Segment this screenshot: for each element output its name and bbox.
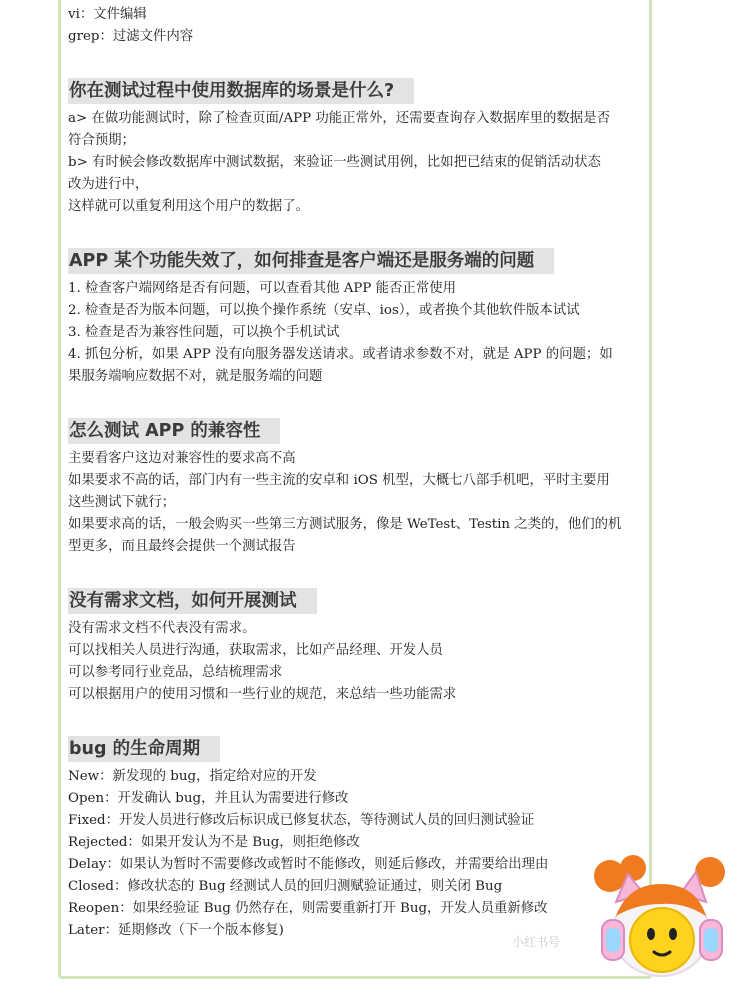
section-heading: 没有需求文档，如何开展测试 bbox=[68, 588, 317, 614]
section-line: 可以参考同行业竞品，总结梳理需求 bbox=[68, 665, 283, 680]
headphone-pad-right bbox=[704, 928, 718, 952]
section-line: Open：开发确认 bug，并且认为需要进行修改 bbox=[68, 791, 349, 806]
face bbox=[630, 908, 694, 972]
watermark: 小红书号 bbox=[512, 935, 561, 949]
section-app-compat bbox=[68, 418, 653, 558]
section-line: New：新发现的 bug，指定给对应的开发 bbox=[68, 769, 317, 784]
section-line: 这些测试下就行； bbox=[68, 495, 176, 510]
intro-line: vi：文件编辑 bbox=[68, 7, 147, 22]
section-bug-lifecycle bbox=[68, 736, 653, 942]
intro-line: grep：过滤文件内容 bbox=[68, 29, 194, 44]
hair-puff-mid bbox=[620, 855, 646, 881]
section-line: 3. 检查是否为兼容性问题，可以换个手机试试 bbox=[68, 325, 340, 340]
section-line: b> 有时候会修改数据库中测试数据，来验证一些测试用例，比如把已结束的促销活动状态 bbox=[68, 155, 601, 170]
section-line: 没有需求文档不代表没有需求。 bbox=[68, 621, 256, 636]
section-line: 如果要求不高的话，部门内有一些主流的安卓和 iOS 机型，大概七八部手机吧，平时主要用 bbox=[68, 473, 610, 488]
section-line: 果服务端响应数据不对，就是服务端的问题 bbox=[68, 369, 323, 384]
section-line: 如果要求高的话，一般会购买一些第三方测试服务，像是 WeTest、Testin 之类的，他们的机 bbox=[68, 517, 622, 532]
section-line: a> 在做功能测试时，除了检查页面/APP 功能正常外，还需要查询存入数据库里的数据是否 bbox=[68, 111, 610, 126]
section-app-troubleshoot bbox=[68, 248, 653, 388]
section-heading: bug 的生命周期 bbox=[68, 736, 220, 762]
section-line: Fixed：开发人员进行修改后标识成已修复状态，等待测试人员的回归测试验证 bbox=[68, 813, 535, 828]
section-no-requirements bbox=[68, 588, 653, 706]
section-heading: 怎么测试 APP 的兼容性 bbox=[68, 418, 280, 444]
eye-left bbox=[647, 928, 655, 940]
section-line: Reopen：如果经验证 Bug 仍然存在，则需要重新打开 Bug，开发人员重新修改 bbox=[68, 901, 548, 916]
section-line: Later：延期修改（下一个版本修复) bbox=[68, 923, 284, 938]
section-db-scenario bbox=[68, 78, 653, 218]
section-line: 1. 检查客户端网络是否有问题，可以查看其他 APP 能否正常使用 bbox=[68, 281, 456, 296]
section-line: 可以找相关人员进行沟通，获取需求，比如产品经理、开发人员 bbox=[68, 643, 443, 658]
section-line: Delay：如果认为暂时不需要修改或暂时不能修改，则延后修改，并需要给出理由 bbox=[68, 857, 549, 872]
section-line: 2. 检查是否为版本问题，可以换个操作系统（安卓、ios），或者换个其他软件版本试试 bbox=[68, 303, 580, 318]
headphone-kid-sticker-icon bbox=[588, 854, 738, 984]
section-line: 这样就可以重复利用这个用户的数据了。 bbox=[68, 199, 310, 214]
section-line: Closed：修改状态的 Bug 经测试人员的回归测赋验证通过，则关闭 Bug bbox=[68, 879, 503, 894]
section-line: 改为进行中， bbox=[68, 177, 149, 192]
section-line: Rejected：如果开发认为不是 Bug，则拒绝修改 bbox=[68, 835, 360, 850]
eye-right bbox=[669, 928, 677, 940]
section-heading: 你在测试过程中使用数据库的场景是什么? bbox=[68, 78, 414, 104]
section-line: 可以根据用户的使用习惯和一些行业的规范，来总结一些功能需求 bbox=[68, 687, 457, 702]
section-heading: APP 某个功能失效了，如何排查是客户端还是服务端的问题 bbox=[68, 248, 554, 274]
section-line: 型更多，而且最终会提供一个测试报告 bbox=[68, 539, 296, 554]
intro bbox=[68, 4, 653, 48]
section-line: 符合预期； bbox=[68, 133, 135, 148]
article-content bbox=[68, 4, 653, 942]
section-line: 主要看客户这边对兼容性的要求高不高 bbox=[68, 451, 296, 466]
headphone-pad-left bbox=[606, 928, 620, 952]
section-line: 4. 抓包分析，如果 APP 没有向服务器发送请求。或者请求参数不对，就是 APP 的问题；如 bbox=[68, 347, 613, 362]
